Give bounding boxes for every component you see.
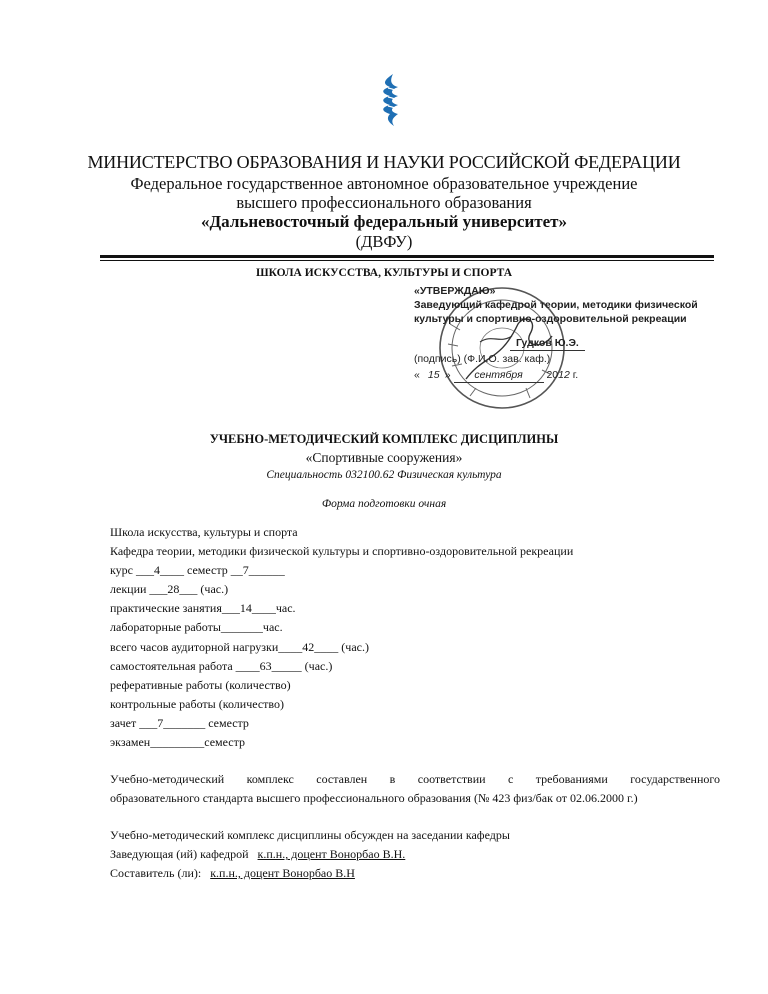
head-of-department: [110, 845, 720, 864]
discipline-name: «Спортивные сооружения»: [305, 450, 463, 465]
detail-total-hours: всего часов аудиторной нагрузки____42____ (час.): [110, 639, 369, 654]
institution-line-2: высшего профессионального образования: [236, 193, 532, 212]
school-name: ШКОЛА ИСКУССТВА, КУЛЬТУРЫ И СПОРТА: [255, 267, 513, 279]
university-name: «Дальневосточный федеральный университет»: [200, 212, 568, 231]
date-quote: «: [414, 369, 420, 381]
detail-course-semester: курс ___4____ семестр __7______: [110, 563, 285, 578]
course-details: [110, 523, 720, 752]
date-suffix: г.: [572, 369, 579, 381]
date-year-prefix: 20: [546, 369, 559, 381]
approval-signature-name: Гудков Ю.Э.: [510, 336, 585, 351]
author-name: к.п.н., доцент Вонорбао В.Н: [210, 866, 355, 880]
approval-date: « 15 » сентября 2012 г.: [414, 369, 579, 381]
detail-tests: контрольные работы (количество): [110, 696, 285, 711]
date-month: сентября: [454, 368, 544, 383]
header-rule-thin: [100, 260, 714, 261]
date-day: 15: [427, 369, 440, 381]
detail-school: Школа искусства, культуры и спорта: [110, 525, 298, 539]
approval-line-3: культуры и спортивно-оздоровительной рекреации: [414, 313, 687, 325]
approval-signature-caption: (подпись) (Ф.И.О. зав. каф.): [414, 353, 551, 365]
compliance-line-2: образовательного стандарта высшего профессионального образования (№ 423 физ/бак от 02.06.2000 г.): [110, 791, 638, 805]
compliance-line-1: Учебно-методический комплекс составлен в соответствии с требованиями государственного: [110, 772, 720, 786]
author: [110, 864, 720, 883]
detail-department: Кафедра теории, методики физической культуры и спортивно-оздоровительной рекреации: [110, 544, 574, 559]
detail-lab: лабораторные работы_______час.: [110, 620, 283, 635]
head-label: Заведующая (ий) кафедрой: [110, 847, 249, 861]
detail-self-study: самостоятельная работа ____63_____ (час.): [110, 658, 333, 673]
detail-credit: зачет ___7_______ семестр: [110, 715, 249, 730]
approval-line-2: Заведующий кафедрой теории, методики физической: [414, 299, 698, 311]
detail-lectures: лекции ___28___ (час.): [110, 582, 229, 597]
date-year: 12: [558, 369, 570, 381]
header-rule-thick: [100, 255, 714, 258]
discussed-note: Учебно-методический комплекс дисциплины обсужден на заседании кафедры: [110, 828, 510, 842]
study-form: Форма подготовки очная: [321, 498, 447, 510]
dvfu-logo-icon: [360, 70, 420, 130]
ministry-title: МИНИСТЕРСТВО ОБРАЗОВАНИЯ И НАУКИ РОССИЙСКОЙ ФЕДЕРАЦИИ: [87, 152, 681, 172]
detail-exam: экзамен_________семестр: [110, 735, 245, 750]
head-name: к.п.н., доцент Вонорбао В.Н.: [257, 847, 406, 861]
umk-title: УЧЕБНО-МЕТОДИЧЕСКИЙ КОМПЛЕКС ДИСЦИПЛИНЫ: [209, 432, 559, 446]
approval-line-1: «УТВЕРЖДАЮ»: [414, 285, 496, 297]
institution-line-1: Федеральное государственное автономное образовательное учреждение: [130, 174, 638, 193]
university-abbr: (ДВФУ): [355, 232, 413, 251]
specialty: Специальность 032100.62 Физическая культура: [266, 469, 502, 481]
approval-block: [410, 282, 730, 412]
detail-essays: реферативные работы (количество): [110, 677, 291, 692]
author-label: Составитель (ли):: [110, 866, 202, 880]
detail-practical: практические занятия___14____час.: [110, 601, 296, 616]
